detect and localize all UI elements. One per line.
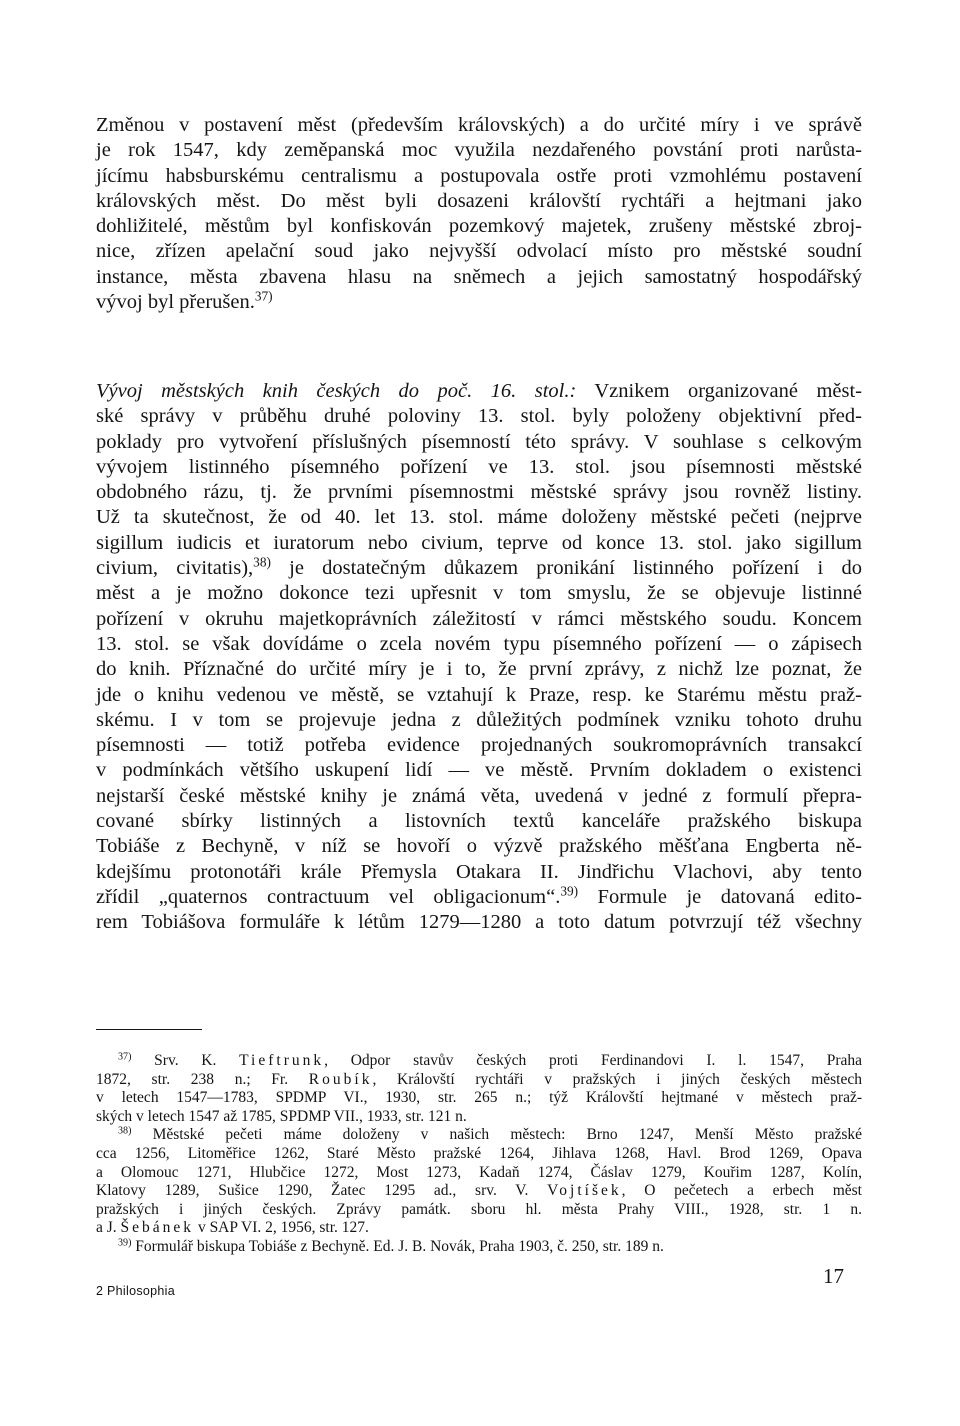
text-line: do knih. Příznačné do určité míry je i to, že první zprávy, z nichž lze poznat, že: [96, 658, 862, 681]
text-line: [96, 290, 862, 315]
text-segment: civium, civitatis),: [96, 557, 254, 580]
author-name: Roubík: [308, 1070, 373, 1088]
text-line: poklady pro vytvoření příslušných písemností této správy. V souhlase s celkovým: [96, 430, 862, 453]
footnote-37: [96, 1052, 862, 1071]
text-line: Už ta skutečnost, že od 40. let 13. stol. máme doloženy městské pečeti (nejprve: [96, 506, 862, 529]
text-segment: Vznikem organizované měst-: [594, 380, 862, 402]
footnote-marker: 37): [118, 1051, 132, 1063]
text-segment: Formulář biskupa Tobiáše z Bechyně. Ed. J. B. Novák, Praha 1903, č. 250, str. 189 n.: [131, 1237, 664, 1255]
text-line: v podmínkách většího uskupení lidí — ve městě. Prvním dokladem o existenci: [96, 759, 862, 782]
text-line: skému. I v tom se projevuje jedna z důležitých podmínek vzniku tohoto druhu: [96, 708, 862, 731]
text-line: jícímu habsburskému centralismu a postupovala ostře proti vzmohlému postavení: [96, 164, 862, 187]
text-line: je rok 1547, kdy zeměpanská moc využila nezdařeného povstání proti narůsta-: [96, 139, 862, 162]
text-line: nejstarší české městské knihy je známá věta, uvedená v jedné z formulí přepra-: [96, 784, 862, 807]
text-segment: Městské pečeti máme doloženy v našich městech: Brno 1247, Menší Město pražské: [131, 1126, 862, 1144]
footnote-marker: 38): [118, 1125, 132, 1137]
footnote-separator: [96, 1029, 202, 1030]
section-heading: Vývoj městských knih českých do poč. 16. stol.:: [96, 380, 577, 402]
text-segment: , Odpor stavův českých proti Ferdinandovi I. l. 1547, Praha: [324, 1052, 862, 1069]
text-line: vývojem listinného písemného pořízení ve 13. stol. jsou písemnosti městské: [96, 455, 862, 478]
text-line: cované sbírky listinných a listovních textů kanceláře pražského biskupa: [96, 810, 862, 833]
footnote-39: [96, 1238, 862, 1257]
footnote-line: [96, 1071, 862, 1090]
text-segment: , O pečetech a erbech měst: [621, 1182, 862, 1200]
footnote-ref-39: 39): [560, 883, 579, 899]
text-segment: vývoj byl přerušen.: [96, 291, 255, 314]
text-line: sigillum iudicis et iuratorum nebo civium, teprve od konce 13. stol. jako sigillum: [96, 531, 862, 554]
paragraph-2: [96, 379, 862, 936]
footnote-38: [96, 1126, 862, 1145]
text-line: dohližitelé, městům byl konfiskován pozemkový majetek, zrušeny městské zbroj-: [96, 215, 862, 238]
text-segment: je dostatečným důkazem pronikání listinného pořízení i do: [270, 557, 862, 580]
text-line: obdobného rázu, tj. že prvními písemnostmi městské správy jsou rovněž listiny.: [96, 481, 862, 504]
text-segment: 1872, str. 238 n.; Fr.: [96, 1070, 309, 1088]
text-line: Změnou v postavení měst (především královských) a do určité míry i ve správě: [96, 114, 862, 136]
author-name: Šebánek: [120, 1219, 195, 1237]
footnote-line: v letech 1547—1783, SPDMP VI., 1930, str. 265 n.; týž Královští hejtmané v městech praž-: [96, 1089, 862, 1107]
text-segment: Klatovy 1289, Sušice 1290, Žatec 1295 ad., srv. V.: [96, 1182, 548, 1200]
footnote-line: [96, 1219, 862, 1238]
text-segment: Srv. K.: [131, 1052, 240, 1069]
text-segment: a J.: [96, 1219, 121, 1237]
text-line: 13. stol. se však dovídáme o zcela novém typu písemného pořízení — o zápisech: [96, 632, 862, 655]
text-line: jde o knihu vedenou ve městě, se vztahují k Praze, resp. ke Starému městu praž-: [96, 683, 862, 706]
paragraph-1: [96, 113, 862, 315]
footnote-line: a Olomouc 1271, Hlubčice 1272, Most 1273, Kadaň 1274, Čáslav 1279, Kouřim 1287, Kolín,: [96, 1163, 862, 1181]
text-line: instance, města zbavena hlasu na sněmech a jejich samostatný hospodářský: [96, 265, 862, 288]
text-segment: Formule je datovaná edito-: [578, 885, 862, 908]
text-line: pořízení v okruhu majetkoprávních záležitostí v rámci městského soudu. Koncem: [96, 607, 862, 630]
text-line: královských měst. Do měst byli dosazeni královští rychtáři a hejtmani jako: [96, 189, 862, 212]
footnote-line: [96, 1182, 862, 1201]
author-name: Vojtíšek: [547, 1182, 622, 1200]
footnote-ref-38: 38): [253, 554, 271, 570]
page-number: 17: [823, 1264, 844, 1288]
text-line: [96, 885, 862, 910]
footnote-line: cca 1256, Litoměřice 1262, Staré Město pražské 1264, Jihlava 1268, Havl. Brod 1269, Opava: [96, 1144, 862, 1162]
text-line: kdejšímu protonotáři krále Přemysla Otakara II. Jindřichu Vlachovi, aby tento: [96, 860, 862, 883]
footnotes: [96, 1052, 862, 1257]
text-segment: , Královští rychtáři v pražských i jiných českých městech: [372, 1070, 862, 1088]
text-line: měst a je možno dokonce tezi upřesnit v tom smyslu, že se objevuje listinné: [96, 582, 862, 605]
text-line: ské správy v průběhu druhé poloviny 13. stol. byly položeny objektivní před-: [96, 405, 862, 428]
text-line: Tobiáše z Bechyně, v níž se hovoří o výzvě pražského měšťana Engberta ně-: [96, 835, 862, 858]
text-line: nice, zřízen apelační soud jako nejvyšší odvolací místo pro městské soudní: [96, 240, 862, 263]
text-segment: zřídil „quaternos contractuum vel obligacionum“.: [96, 885, 561, 908]
printer-signature: 2 Philosophia: [96, 1284, 175, 1298]
text-line: [96, 556, 862, 581]
text-line: [96, 379, 862, 404]
author-name: Tieftrunk: [239, 1052, 325, 1069]
text-line: písemnosti — totiž potřeba evidence projednaných soukromoprávních transakcí: [96, 734, 862, 757]
text-line: rem Tobiášova formuláře k létům 1279—1280 a toto datum potvrzují též všechny: [96, 911, 862, 934]
footnote-ref-37: 37): [254, 288, 273, 304]
text-segment: v SAP VI. 2, 1956, str. 127.: [194, 1219, 369, 1237]
footnote-line: pražských i jiných českých. Zprávy památk. sboru hl. města Prahy VIII., 1928, str. 1 n.: [96, 1200, 862, 1218]
footnote-marker: 39): [118, 1237, 132, 1249]
footnote-line: ských v letech 1547 až 1785, SPDMP VII., 1933, str. 121 n.: [96, 1107, 467, 1125]
